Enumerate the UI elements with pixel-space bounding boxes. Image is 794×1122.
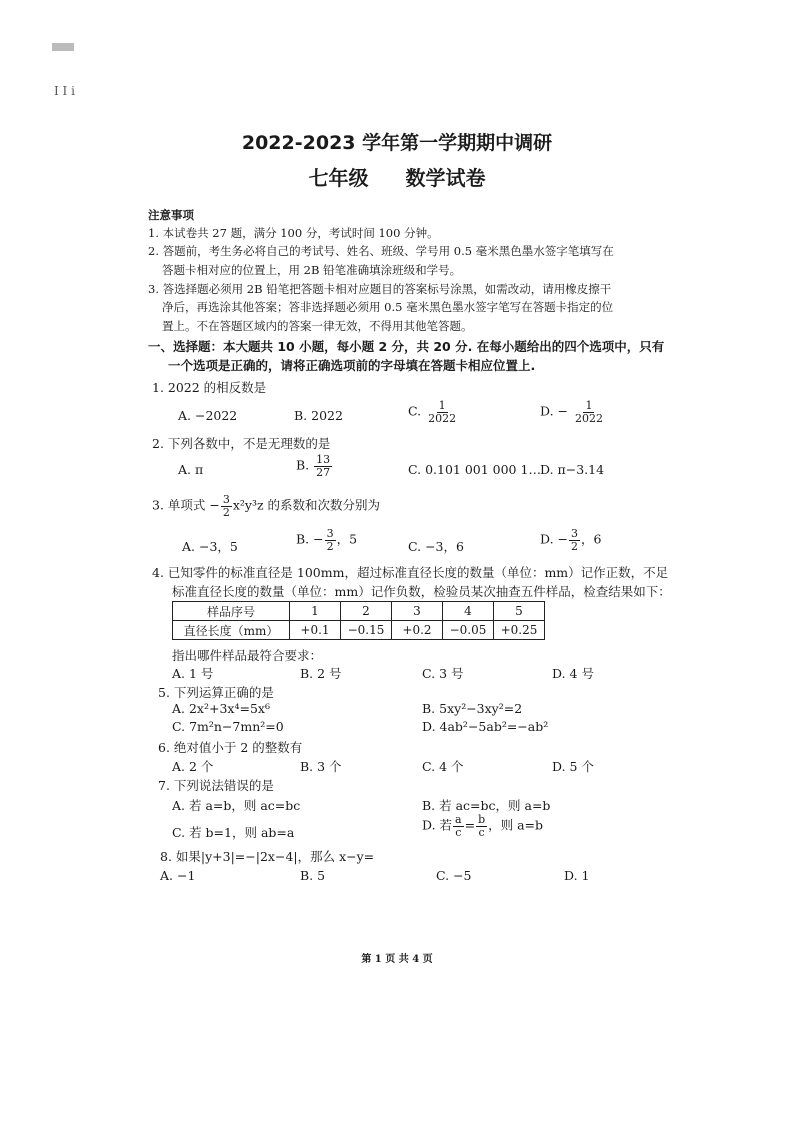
- q3-b-post: ，5: [336, 531, 358, 547]
- page-footer: 第 1 页 共 4 页: [361, 954, 433, 965]
- q2-stem: 2. 下列各数中，不是无理数的是: [152, 436, 331, 451]
- sample-table: [172, 601, 545, 640]
- q7-option-b: B. 若 ac=bc，则 a=b: [422, 798, 551, 813]
- q8-option-c: C. −5: [436, 868, 472, 883]
- table-cell: 3: [392, 602, 443, 621]
- q5-option-c: C. 7m²n−7mn²=0: [172, 719, 284, 734]
- q7-d-pre: D. 若: [422, 817, 453, 833]
- table-header-label: 样品序号: [173, 602, 290, 621]
- table-cell: 5: [494, 602, 545, 621]
- q3-b-fraction: [325, 528, 336, 552]
- q1-option-b: B. 2022: [294, 408, 343, 423]
- q2-option-b: [296, 454, 333, 478]
- section1-line-a: 一、选择题：本大题共 10 小题，每小题 2 分，共 20 分. 在每小题给出的四个选项中，只有: [148, 339, 665, 354]
- q1-d-fraction: [573, 400, 605, 424]
- q1-option-c: [408, 400, 459, 424]
- table-cell: 2: [341, 602, 392, 621]
- table-cell: −0.05: [443, 621, 494, 640]
- notes-line3b: 净后，再选涂其他答案；答非选择题必须用 0.5 毫米黑色墨水签字笔写在答题卡指定的位: [162, 300, 614, 314]
- q3-stem-post: x²y³z 的系数和次数分别为: [232, 497, 381, 513]
- q2-option-d: D. π−3.14: [540, 462, 605, 477]
- notes-line2b: 答题卡相对应的位置上，用 2B 铅笔准确填涂班级和学号。: [162, 263, 462, 277]
- q3-option-b: [296, 528, 357, 552]
- q3-d-fraction: [569, 528, 580, 552]
- q7-d-fraction-2: [476, 814, 487, 838]
- corner-mark: I I i: [54, 84, 75, 98]
- q8-option-d: D. 1: [564, 868, 590, 883]
- q3-d-den: 2: [571, 539, 578, 553]
- q1-c-fraction: [426, 400, 458, 424]
- q1-d-label: D. −: [540, 403, 568, 419]
- table-row: [173, 602, 545, 621]
- q1-option-d: [540, 400, 606, 424]
- q3-stem-num: 3: [222, 493, 230, 506]
- q1-c-den: 2022: [428, 411, 457, 425]
- q4-prompt: 指出哪件样品最符合要求：: [172, 648, 323, 663]
- q8-option-b: B. 5: [300, 868, 326, 883]
- exam-title: 2022-2023 学年第一学期期中调研: [241, 132, 553, 154]
- q7-d-den1: c: [455, 825, 462, 839]
- q1-c-num: 1: [438, 399, 446, 412]
- q7-stem: 7. 下列说法错误的是: [158, 778, 274, 793]
- table-cell: 1: [290, 602, 341, 621]
- q5-stem: 5. 下列运算正确的是: [158, 685, 274, 700]
- table-cell: −0.15: [341, 621, 392, 640]
- section1-line-b: 一个选项是正确的，请将正确选项前的字母填在答题卡相应位置上.: [168, 358, 536, 373]
- q7-option-d: [422, 814, 543, 838]
- q2-option-c: C. 0.101 001 000 1…: [408, 462, 541, 477]
- q6-option-b: B. 3 个: [300, 759, 342, 774]
- scan-smudge: [52, 43, 74, 51]
- notes-heading: 注意事项: [148, 208, 194, 222]
- exam-subtitle: 七年级 数学试卷: [308, 166, 486, 190]
- q3-b-num: 3: [326, 527, 334, 540]
- notes-line1: 1. 本试卷共 27 题，满分 100 分，考试时间 100 分钟。: [148, 226, 439, 240]
- q3-option-a: A. −3，5: [182, 539, 238, 554]
- q2-b-label: B.: [296, 457, 310, 473]
- q7-d-den2: c: [478, 825, 485, 839]
- q3-option-d: [540, 528, 601, 552]
- q7-d-num1: a: [455, 813, 462, 826]
- q5-option-a: A. 2x²+3x⁴=5x⁶: [172, 701, 270, 716]
- table-cell: +0.2: [392, 621, 443, 640]
- q1-option-a: A. −2022: [178, 408, 238, 423]
- q8-option-a: A. −1: [160, 868, 196, 883]
- q2-b-num: 13: [316, 453, 331, 466]
- q4-line1: 4. 已知零件的标准直径是 100mm，超过标准直径长度的数量（单位：mm）记作正数，不足: [152, 565, 669, 580]
- q6-stem: 6. 绝对值小于 2 的整数有: [158, 740, 303, 755]
- q4-option-b: B. 2 号: [300, 666, 342, 681]
- q6-option-d: D. 5 个: [552, 759, 594, 774]
- q1-d-num: 1: [585, 399, 593, 412]
- q1-d-den: 2022: [574, 411, 603, 425]
- q4-option-d: D. 4 号: [552, 666, 594, 681]
- table-row-label: 直径长度（mm）: [173, 621, 290, 640]
- q3-b-den: 2: [326, 539, 334, 553]
- q2-b-fraction: [314, 454, 332, 478]
- q5-option-b: B. 5xy²−3xy²=2: [422, 701, 523, 716]
- notes-line3a: 3. 答选择题必须用 2B 铅笔把答题卡相对应题目的答案标号涂黑，如需改动，请用橡皮擦干: [148, 282, 612, 296]
- q3-stem-fraction: [221, 494, 232, 518]
- q3-option-c: C. −3，6: [408, 539, 464, 554]
- q5-option-d: D. 4ab²−5ab²=−ab²: [422, 719, 549, 734]
- q7-d-eq: =: [464, 817, 476, 833]
- q7-d-num2: b: [478, 813, 486, 826]
- q2-b-den: 27: [316, 465, 331, 479]
- notes-line3c: 置上。不在答题区域内的答案一律无效，不得用其他笔答题。: [162, 319, 473, 333]
- table-row: [173, 621, 545, 640]
- q4-line2: 标准直径长度的数量（单位：mm）记作负数，检验员某次抽查五件样品，检查结果如下：: [172, 584, 671, 599]
- q1-c-label: C.: [408, 403, 422, 419]
- q4-option-c: C. 3 号: [422, 666, 464, 681]
- q3-d-num: 3: [571, 527, 578, 540]
- q3-stem-pre: 3. 单项式 −: [152, 497, 220, 513]
- notes-line2a: 2. 答题前，考生务必将自己的考试号、姓名、班级、学号用 0.5 毫米黑色墨水签字笔填写在: [148, 244, 614, 258]
- q3-b-label: B. −: [296, 531, 324, 547]
- q3-stem-den: 2: [222, 505, 230, 519]
- table-cell: +0.25: [494, 621, 545, 640]
- q7-d-fraction-1: [453, 814, 464, 838]
- q4-option-a: A. 1 号: [172, 666, 214, 681]
- q8-stem: 8. 如果|y+3|=−|2x−4|，那么 x−y=: [160, 849, 375, 864]
- q6-option-a: A. 2 个: [172, 759, 214, 774]
- q7-d-post: ，则 a=b: [488, 817, 544, 833]
- q6-option-c: C. 4 个: [422, 759, 464, 774]
- q3-stem: [152, 494, 380, 518]
- q3-d-post: ，6: [581, 531, 602, 547]
- table-cell: +0.1: [290, 621, 341, 640]
- q1-stem: 1. 2022 的相反数是: [152, 380, 267, 395]
- table-cell: 4: [443, 602, 494, 621]
- q7-option-a: A. 若 a=b，则 ac=bc: [172, 798, 301, 813]
- q3-d-label: D. −: [540, 531, 568, 547]
- q2-option-a: A. π: [178, 462, 204, 477]
- q7-option-c: C. 若 b=1，则 ab=a: [172, 825, 295, 840]
